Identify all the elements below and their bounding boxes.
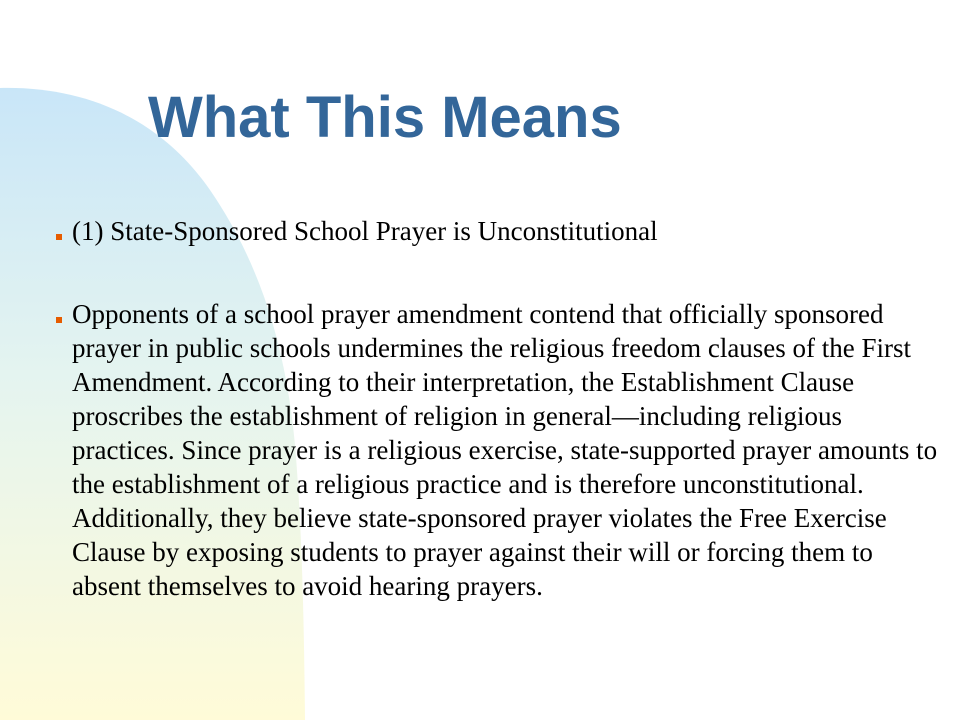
slide-title: What This Means	[148, 85, 622, 150]
bullet-item	[72, 214, 932, 248]
square-bullet-icon	[56, 234, 62, 240]
bullet-text: Opponents of a school prayer amendment contend that officially sponsored prayer in public schools undermines the religious freedom clauses of the First Amendment. According to their interpretation, the Establishment Clause proscribes the establishment of religion in general—including religious practices. Since prayer is a religious exercise, state-supported prayer amounts to the establishment of a religious practice and is therefore unconstitutional. Additionally, they believe state-sponsored prayer violates the Free Exercise Clause by exposing students to prayer against their will or forcing them to absent themselves to avoid hearing prayers.	[72, 299, 938, 601]
square-bullet-icon	[56, 317, 62, 323]
bullet-item	[72, 297, 948, 603]
bullet-text: (1) State-Sponsored School Prayer is Unconstitutional	[72, 216, 658, 246]
